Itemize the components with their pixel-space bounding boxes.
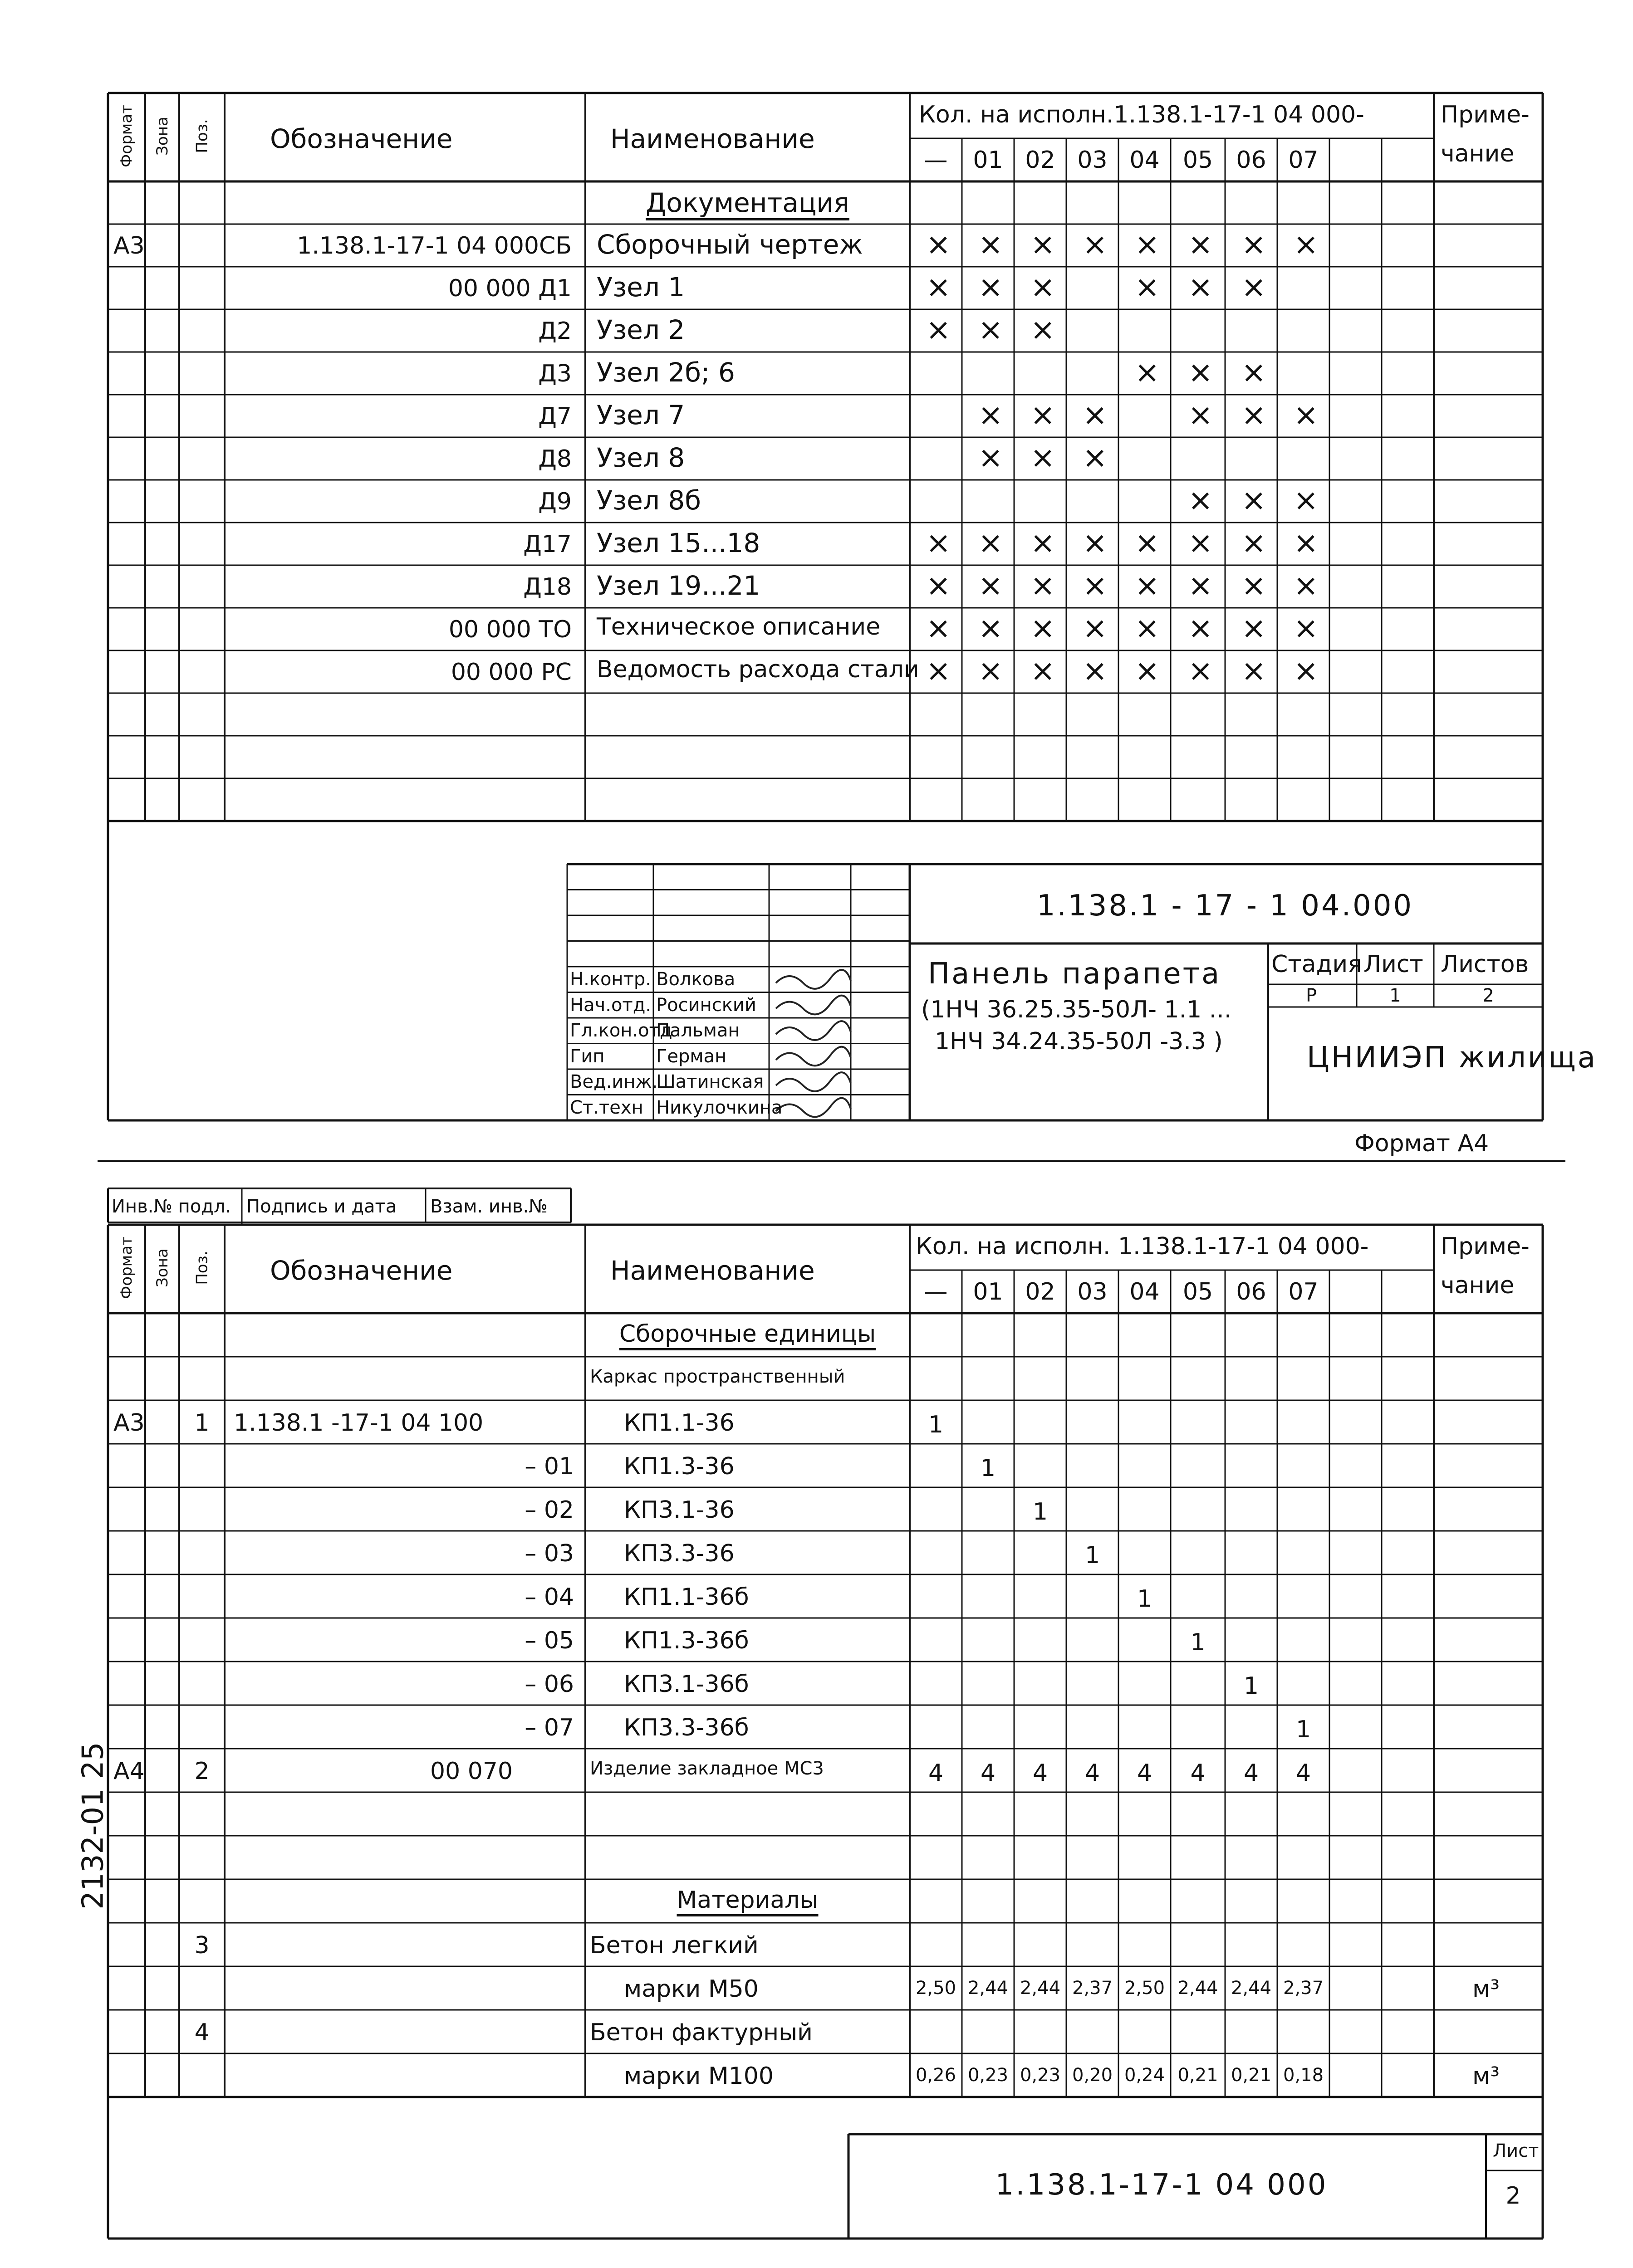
row-name: Техническое описание [597, 613, 881, 640]
stamp-sheet-label: Лист [1363, 951, 1423, 978]
qty-value: 2,44 [967, 1978, 1009, 1999]
x-mark: × [1134, 568, 1160, 603]
x-mark: × [1188, 227, 1213, 262]
top-exch: Взам. инв.№ [430, 1196, 548, 1217]
x-mark: × [926, 269, 951, 304]
header-qty-title: Кол. на исполн.1.138.1-17-1 04 000- [919, 101, 1364, 128]
x-mark: × [978, 312, 1003, 347]
x-mark: × [1030, 611, 1055, 645]
x-mark: × [1188, 483, 1213, 518]
stamp-sheets-label: Листов [1441, 951, 1529, 978]
x-mark: × [1241, 355, 1266, 390]
x-mark: × [1293, 525, 1319, 560]
x-mark: × [1030, 312, 1055, 347]
x-mark: × [1030, 269, 1055, 304]
header-variant-0: — [924, 147, 948, 174]
x-mark: × [1134, 227, 1160, 262]
qty-value: 4 [1137, 1760, 1152, 1787]
x-mark: × [978, 568, 1003, 603]
x-mark: × [1082, 440, 1108, 475]
x-mark: × [1241, 568, 1266, 603]
header-name: Наименование [610, 123, 815, 154]
x-mark: × [926, 568, 951, 603]
row-pos: 2 [194, 1758, 210, 1785]
header-variant-7: 07 [1288, 1278, 1319, 1305]
header-designation: Обозначение [270, 123, 453, 154]
row-name: Материалы [677, 1887, 819, 1914]
header-variant-1: 01 [973, 147, 1003, 174]
x-mark: × [1082, 653, 1108, 688]
qty-value: 0,23 [967, 2065, 1009, 2086]
x-mark: × [1188, 525, 1213, 560]
x-mark: × [1293, 483, 1319, 518]
header-variant-5: 05 [1182, 147, 1213, 174]
x-mark: × [1293, 653, 1319, 688]
qty-value: 2,50 [915, 1978, 956, 1999]
header-variant-2: 02 [1025, 1278, 1055, 1305]
row-designation: Д7 [538, 403, 572, 430]
qty-value: 2,44 [1020, 1978, 1061, 1999]
qty-value: 0,24 [1124, 2065, 1165, 2086]
stamp-subtitle-2: 1НЧ 34.24.35-50Л -3.3 ) [935, 1028, 1223, 1055]
row-format: А3 [113, 1409, 145, 1437]
qty-value: 1 [1084, 1542, 1100, 1569]
qty-value: 1 [980, 1455, 996, 1482]
qty-value: 2,50 [1124, 1978, 1165, 1999]
header-note-1: Приме- [1441, 101, 1530, 128]
row-pos: 4 [194, 2019, 210, 2046]
x-mark: × [1030, 525, 1055, 560]
x-mark: × [978, 525, 1003, 560]
header-zone: Зона [153, 117, 172, 156]
section-documentation: Документация [646, 187, 849, 218]
stamp-role: Гл.кон.отд [570, 1020, 672, 1041]
x-mark: × [1188, 269, 1213, 304]
qty-value: 2,37 [1072, 1978, 1113, 1999]
stamp-person: Росинский [656, 994, 756, 1016]
x-mark: × [978, 227, 1003, 262]
stamp-role: Н.контр. [570, 969, 651, 990]
top-sign: Подпись и дата [246, 1196, 397, 1217]
stamp-person: Никулочкина [656, 1097, 783, 1118]
row-designation: Д17 [523, 531, 572, 558]
header-variant-0: — [924, 1278, 948, 1305]
qty-value: 4 [928, 1760, 944, 1787]
row-designation: 00 000 ТО [448, 616, 572, 643]
side-text: 2132-01 25 [76, 1742, 110, 1910]
row-name: Узел 19...21 [597, 570, 760, 601]
row-format: А4 [113, 1758, 145, 1785]
x-mark: × [978, 653, 1003, 688]
row-designation: 00 000 Д1 [448, 275, 572, 302]
row-name: КП3.3-36 [624, 1540, 735, 1567]
x-mark: × [978, 269, 1003, 304]
row-name: Узел 15...18 [597, 528, 760, 558]
x-mark: × [978, 440, 1003, 475]
qty-value: 4 [1190, 1760, 1206, 1787]
row-note: м³ [1472, 1975, 1500, 2003]
x-mark: × [1293, 568, 1319, 603]
stamp-subtitle-1: (1НЧ 36.25.35-50Л- 1.1 ... [921, 996, 1232, 1023]
x-mark: × [1241, 269, 1266, 304]
stamp-role: Ст.техн [570, 1097, 643, 1118]
row-designation: Д8 [538, 445, 572, 473]
x-mark: × [1241, 525, 1266, 560]
row-designation: 00 000 РС [451, 659, 572, 686]
row-name: марки М100 [624, 2063, 774, 2090]
x-mark: × [1082, 397, 1108, 432]
x-mark: × [1241, 397, 1266, 432]
x-mark: × [1082, 525, 1108, 560]
row-designation: Д18 [523, 573, 572, 601]
x-mark: × [1030, 568, 1055, 603]
header-zone: Зона [153, 1248, 172, 1287]
x-mark: × [1082, 568, 1108, 603]
row-name: Каркас пространственный [590, 1366, 845, 1387]
stamp-person: Герман [656, 1046, 727, 1067]
stamp-person: Волкова [656, 969, 736, 990]
header-note-2: чание [1441, 140, 1515, 167]
x-mark: × [926, 525, 951, 560]
x-mark: × [1293, 227, 1319, 262]
footer-code: 1.138.1-17-1 04 000 [995, 2168, 1328, 2202]
x-mark: × [1188, 397, 1213, 432]
stamp-stage-label: Стадия [1271, 951, 1362, 978]
x-mark: × [978, 397, 1003, 432]
x-mark: × [1134, 355, 1160, 390]
row-name: Узел 7 [597, 400, 685, 430]
qty-value: 4 [1032, 1760, 1048, 1787]
x-mark: × [1134, 611, 1160, 645]
header-variant-6: 06 [1236, 147, 1266, 174]
stamp-code: 1.138.1 - 17 - 1 04.000 [1036, 889, 1414, 923]
x-mark: × [1293, 397, 1319, 432]
row-format: А3 [113, 232, 145, 259]
qty-value: 4 [980, 1760, 996, 1787]
qty-value: 1 [1032, 1498, 1048, 1525]
row-name: КП1.1-36б [624, 1584, 749, 1611]
row-name: Узел 2 [597, 314, 685, 345]
x-mark: × [978, 611, 1003, 645]
row-name: Изделие закладное МС3 [590, 1758, 824, 1779]
row-name: КП1.3-36 [624, 1453, 735, 1480]
row-name: КП1.3-36б [624, 1627, 749, 1654]
row-designation: – 04 [525, 1584, 574, 1611]
header-variant-5: 05 [1182, 1278, 1213, 1305]
row-name: Узел 8б [597, 485, 701, 516]
header-variant-3: 03 [1077, 1278, 1108, 1305]
row-designation: 1.138.1-17-1 04 000СБ [297, 232, 572, 259]
qty-value: 4 [1295, 1760, 1311, 1787]
top-inv: Инв.№ подл. [112, 1196, 231, 1217]
x-mark: × [1030, 227, 1055, 262]
qty-value: 0,26 [915, 2065, 956, 2086]
header-variant-7: 07 [1288, 147, 1319, 174]
x-mark: × [926, 653, 951, 688]
row-name: Узел 8 [597, 442, 685, 473]
footer-sheet: 2 [1505, 2182, 1521, 2209]
x-mark: × [1241, 483, 1266, 518]
row-designation: 00 070 [430, 1758, 513, 1785]
row-name: Сборочные единицы [619, 1320, 876, 1348]
row-name: КП1.1-36 [624, 1409, 735, 1437]
qty-value: 4 [1243, 1760, 1259, 1787]
x-mark: × [926, 312, 951, 347]
row-name: Узел 1 [597, 272, 685, 303]
stamp-stage: Р [1305, 985, 1317, 1006]
qty-value: 0,20 [1072, 2065, 1113, 2086]
row-name: Сборочный чертеж [597, 229, 863, 260]
stamp-role: Вед.инж. [570, 1071, 658, 1092]
x-mark: × [1188, 653, 1213, 688]
header-format: Формат [117, 105, 136, 167]
qty-value: 1 [1137, 1585, 1152, 1613]
x-mark: × [1134, 525, 1160, 560]
header-note-2: чание [1441, 1272, 1515, 1299]
x-mark: × [1082, 611, 1108, 645]
x-mark: × [1241, 227, 1266, 262]
header-qty-title: Кол. на исполн. 1.138.1-17-1 04 000- [916, 1233, 1369, 1260]
qty-value: 2,37 [1283, 1978, 1324, 1999]
header-pos: Поз. [193, 119, 211, 153]
row-designation: Д2 [538, 318, 572, 345]
header-variant-4: 04 [1129, 1278, 1160, 1305]
x-mark: × [1188, 568, 1213, 603]
row-designation: Д9 [538, 488, 572, 515]
header-variant-2: 02 [1025, 147, 1055, 174]
row-designation: – 01 [525, 1453, 574, 1480]
row-designation: – 03 [525, 1540, 574, 1567]
header-designation: Обозначение [270, 1255, 453, 1286]
row-designation: – 05 [525, 1627, 574, 1654]
x-mark: × [926, 227, 951, 262]
header-note-1: Приме- [1441, 1233, 1530, 1260]
header-variant-4: 04 [1129, 147, 1160, 174]
header-variant-6: 06 [1236, 1278, 1266, 1305]
qty-value: 1 [1190, 1629, 1206, 1656]
x-mark: × [1241, 653, 1266, 688]
qty-value: 4 [1084, 1760, 1100, 1787]
row-name: марки М50 [624, 1975, 759, 2003]
x-mark: × [1188, 355, 1213, 390]
x-mark: × [1293, 611, 1319, 645]
row-name: Ведомость расхода стали [597, 656, 919, 683]
stamp-title: Панель парапета [928, 957, 1221, 991]
x-mark: × [1030, 397, 1055, 432]
stamp-sheet: 1 [1389, 985, 1401, 1006]
row-designation: 1.138.1 -17-1 04 100 [234, 1409, 484, 1437]
stamp-role: Гип [570, 1046, 605, 1067]
x-mark: × [1134, 653, 1160, 688]
header-variant-3: 03 [1077, 147, 1108, 174]
qty-value: 0,21 [1177, 2065, 1218, 2086]
header-format: Формат [117, 1237, 136, 1299]
x-mark: × [1241, 611, 1266, 645]
row-name: Бетон легкий [590, 1932, 759, 1959]
row-designation: – 06 [525, 1671, 574, 1698]
footer-sheet-label: Лист [1493, 2141, 1539, 2161]
stamp-person: Шатинская [656, 1071, 764, 1092]
qty-value: 1 [1295, 1716, 1311, 1743]
x-mark: × [1030, 653, 1055, 688]
row-designation: – 02 [525, 1496, 574, 1524]
x-mark: × [1134, 269, 1160, 304]
row-designation: Д3 [538, 360, 572, 387]
stamp-sheets: 2 [1482, 985, 1494, 1006]
x-mark: × [1030, 440, 1055, 475]
stamp-org: ЦНИИЭП жилища [1307, 1041, 1597, 1075]
qty-value: 0,18 [1283, 2065, 1324, 2086]
stamp-person: Пальман [656, 1020, 740, 1041]
qty-value: 2,44 [1177, 1978, 1218, 1999]
row-name: Бетон фактурный [590, 2019, 813, 2046]
row-note: м³ [1472, 2063, 1500, 2090]
row-name: КП3.1-36б [624, 1671, 749, 1698]
qty-value: 1 [1243, 1672, 1259, 1700]
qty-value: 0,23 [1020, 2065, 1061, 2086]
qty-value: 0,21 [1231, 2065, 1272, 2086]
row-pos: 3 [194, 1932, 210, 1959]
row-name: Узел 2б; 6 [597, 357, 735, 388]
row-designation: – 07 [525, 1714, 574, 1741]
row-name: КП3.3-36б [624, 1714, 749, 1741]
header-variant-1: 01 [973, 1278, 1003, 1305]
header-pos: Поз. [193, 1251, 211, 1285]
row-name: КП3.1-36 [624, 1496, 735, 1524]
format-label: Формат А4 [1354, 1130, 1489, 1157]
x-mark: × [1188, 611, 1213, 645]
stamp-role: Нач.отд. [570, 994, 652, 1016]
header-name: Наименование [610, 1255, 815, 1286]
qty-value: 2,44 [1231, 1978, 1272, 1999]
row-pos: 1 [194, 1409, 210, 1437]
qty-value: 1 [928, 1411, 944, 1438]
x-mark: × [926, 611, 951, 645]
x-mark: × [1082, 227, 1108, 262]
